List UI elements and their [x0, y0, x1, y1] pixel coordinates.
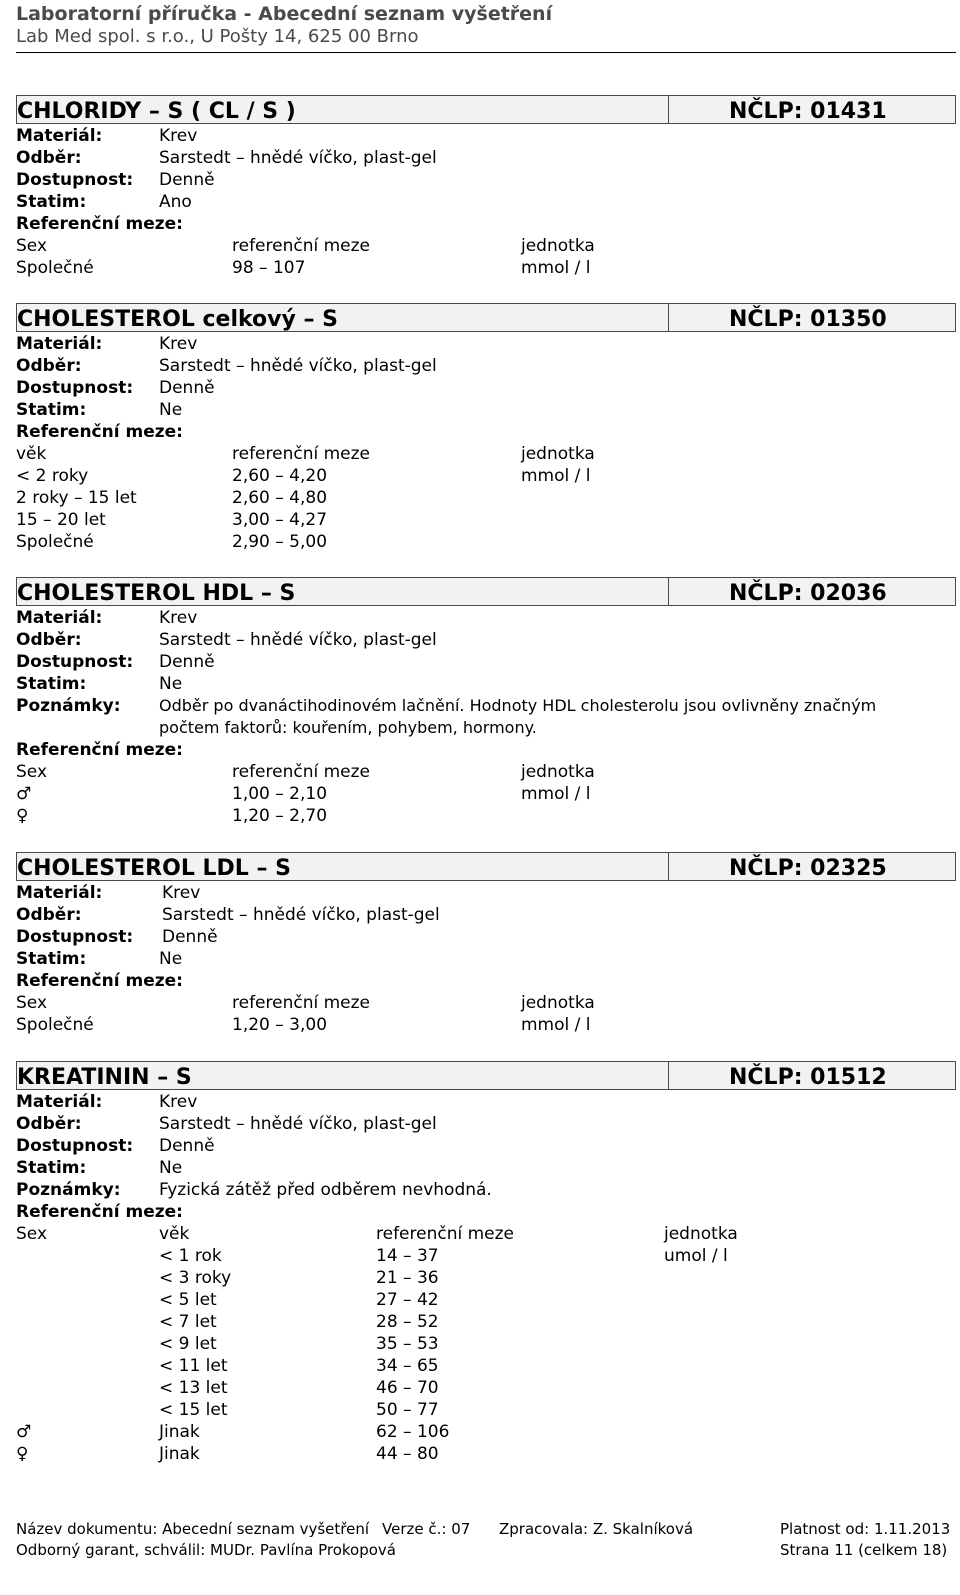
nclp-code: NČLP: 01350 — [729, 307, 887, 332]
label-referencni: Referenční meze: — [16, 214, 183, 234]
table-cell: 98 – 107 — [232, 258, 306, 278]
lab-address: Lab Med spol. s r.o., U Pošty 14, 625 00 Brno — [16, 26, 419, 47]
table-cell: 15 – 20 let — [16, 510, 106, 530]
table-cell: < 5 let — [159, 1290, 217, 1310]
label-odber: Odběr: — [16, 905, 82, 925]
table-cell: 21 – 36 — [376, 1268, 439, 1288]
label-statim: Statim: — [16, 192, 87, 212]
material-value: Krev — [159, 126, 198, 146]
table-cell: 28 – 52 — [376, 1312, 439, 1332]
label-odber: Odběr: — [16, 1114, 82, 1134]
label-odber: Odběr: — [16, 630, 82, 650]
col-header: Sex — [16, 762, 48, 782]
footer-author: Zpracovala: Z. Skalníková — [499, 1520, 694, 1538]
footer-valid-from: Platnost od: 1.11.2013 — [780, 1520, 951, 1538]
table-cell: 1,20 – 2,70 — [232, 806, 328, 826]
table-cell: < 2 roky — [16, 466, 89, 486]
title-divider — [668, 578, 669, 605]
odber-value: Sarstedt – hnědé víčko, plast-gel — [162, 905, 440, 925]
label-dostupnost: Dostupnost: — [16, 1136, 134, 1156]
col-header: věk — [16, 444, 47, 464]
dostupnost-value: Denně — [159, 378, 215, 398]
test-name: CHOLESTEROL celkový – S — [17, 307, 339, 332]
section-title-bar — [16, 577, 956, 606]
col-header: jednotka — [521, 444, 595, 464]
female-symbol: ♀ — [16, 1444, 29, 1464]
odber-value: Sarstedt – hnědé víčko, plast-gel — [159, 630, 437, 650]
col-header: Sex — [16, 993, 48, 1013]
table-cell: mmol / l — [521, 258, 591, 278]
label-dostupnost: Dostupnost: — [16, 170, 134, 190]
table-cell: < 11 let — [159, 1356, 228, 1376]
table-cell: 35 – 53 — [376, 1334, 439, 1354]
test-name: CHOLESTEROL LDL – S — [17, 856, 291, 881]
table-cell: 44 – 80 — [376, 1444, 439, 1464]
male-symbol: ♂ — [16, 784, 32, 804]
document-title: Laboratorní příručka - Abecední seznam vyšetření — [16, 3, 553, 25]
col-header: jednotka — [521, 993, 595, 1013]
nclp-code: NČLP: 01512 — [729, 1065, 887, 1090]
table-cell: 2 roky – 15 let — [16, 488, 137, 508]
col-header: referenční meze — [232, 993, 371, 1013]
material-value: Krev — [159, 334, 198, 354]
table-cell: 27 – 42 — [376, 1290, 439, 1310]
table-cell: Jinak — [159, 1444, 200, 1464]
footer-page-number: Strana 11 (celkem 18) — [780, 1541, 948, 1559]
poznamky-value-cont: počtem faktorů: kouřením, pohybem, hormony. — [159, 718, 537, 737]
col-header: Sex — [16, 1224, 48, 1244]
label-material: Materiál: — [16, 1092, 103, 1112]
section-title-bar — [16, 303, 956, 332]
dostupnost-value: Denně — [162, 927, 218, 947]
table-cell: 34 – 65 — [376, 1356, 439, 1376]
label-poznamky: Poznámky: — [16, 1180, 121, 1200]
label-statim: Statim: — [16, 1158, 87, 1178]
label-referencni: Referenční meze: — [16, 422, 183, 442]
title-divider — [668, 1062, 669, 1089]
statim-value: Ano — [159, 192, 192, 212]
section-title-bar — [16, 95, 956, 124]
nclp-code: NČLP: 02036 — [729, 581, 887, 606]
test-name: CHLORIDY – S ( CL / S ) — [17, 99, 296, 124]
table-cell: mmol / l — [521, 466, 591, 486]
title-divider — [668, 304, 669, 331]
label-material: Materiál: — [16, 334, 103, 354]
table-cell: < 1 rok — [159, 1246, 222, 1266]
section-title-bar — [16, 1061, 956, 1090]
table-cell: 14 – 37 — [376, 1246, 439, 1266]
table-cell: < 7 let — [159, 1312, 217, 1332]
material-value: Krev — [159, 608, 198, 628]
statim-value: Ne — [159, 674, 183, 694]
col-header: referenční meze — [232, 236, 371, 256]
table-cell: Společné — [16, 258, 94, 278]
material-value: Krev — [159, 1092, 198, 1112]
footer-version: Verze č.: 07 — [382, 1520, 471, 1538]
odber-value: Sarstedt – hnědé víčko, plast-gel — [159, 1114, 437, 1134]
dostupnost-value: Denně — [159, 170, 215, 190]
table-cell: 62 – 106 — [376, 1422, 450, 1442]
poznamky-value: Odběr po dvanáctihodinovém lačnění. Hodnoty HDL cholesterolu jsou ovlivněny značným — [159, 696, 877, 715]
table-cell: < 15 let — [159, 1400, 228, 1420]
col-header: jednotka — [664, 1224, 738, 1244]
label-dostupnost: Dostupnost: — [16, 378, 134, 398]
poznamky-value: Fyzická zátěž před odběrem nevhodná. — [159, 1180, 492, 1200]
col-header: jednotka — [521, 236, 595, 256]
col-header: Sex — [16, 236, 48, 256]
odber-value: Sarstedt – hnědé víčko, plast-gel — [159, 356, 437, 376]
table-cell: < 9 let — [159, 1334, 217, 1354]
table-cell: 50 – 77 — [376, 1400, 439, 1420]
label-statim: Statim: — [16, 674, 87, 694]
col-header: věk — [159, 1224, 190, 1244]
label-odber: Odběr: — [16, 148, 82, 168]
title-divider — [668, 853, 669, 880]
statim-value: Ne — [159, 400, 183, 420]
label-referencni: Referenční meze: — [16, 1202, 183, 1222]
label-referencni: Referenční meze: — [16, 971, 183, 991]
label-material: Materiál: — [16, 883, 103, 903]
table-cell: mmol / l — [521, 784, 591, 804]
footer-guarantor: Odborný garant, schválil: MUDr. Pavlína Prokopová — [16, 1541, 396, 1559]
table-cell: 3,00 – 4,27 — [232, 510, 328, 530]
dostupnost-value: Denně — [159, 1136, 215, 1156]
table-cell: 2,90 – 5,00 — [232, 532, 328, 552]
dostupnost-value: Denně — [159, 652, 215, 672]
table-cell: < 13 let — [159, 1378, 228, 1398]
page-header — [16, 0, 956, 53]
table-cell: mmol / l — [521, 1015, 591, 1035]
table-cell: 1,20 – 3,00 — [232, 1015, 328, 1035]
table-cell: Jinak — [159, 1422, 200, 1442]
label-statim: Statim: — [16, 400, 87, 420]
table-cell: 1,00 – 2,10 — [232, 784, 328, 804]
title-divider — [668, 96, 669, 123]
label-statim: Statim: — [16, 949, 87, 969]
table-cell: umol / l — [664, 1246, 728, 1266]
nclp-code: NČLP: 02325 — [729, 856, 887, 881]
col-header: jednotka — [521, 762, 595, 782]
label-poznamky: Poznámky: — [16, 696, 121, 716]
section-title-bar — [16, 852, 956, 881]
table-cell: 2,60 – 4,80 — [232, 488, 328, 508]
label-material: Materiál: — [16, 126, 103, 146]
label-referencni: Referenční meze: — [16, 740, 183, 760]
table-cell: < 3 roky — [159, 1268, 232, 1288]
male-symbol: ♂ — [16, 1422, 32, 1442]
label-odber: Odběr: — [16, 356, 82, 376]
table-cell: 46 – 70 — [376, 1378, 439, 1398]
col-header: referenční meze — [232, 762, 371, 782]
test-name: KREATININ – S — [17, 1065, 192, 1090]
col-header: referenční meze — [232, 444, 371, 464]
female-symbol: ♀ — [16, 806, 29, 826]
label-dostupnost: Dostupnost: — [16, 652, 134, 672]
nclp-code: NČLP: 01431 — [729, 99, 887, 124]
table-cell: 2,60 – 4,20 — [232, 466, 328, 486]
odber-value: Sarstedt – hnědé víčko, plast-gel — [159, 148, 437, 168]
statim-value: Ne — [159, 949, 183, 969]
test-name: CHOLESTEROL HDL – S — [17, 581, 296, 606]
label-dostupnost: Dostupnost: — [16, 927, 134, 947]
footer-doc-name: Název dokumentu: Abecední seznam vyšetření — [16, 1520, 370, 1538]
label-material: Materiál: — [16, 608, 103, 628]
col-header: referenční meze — [376, 1224, 515, 1244]
material-value: Krev — [162, 883, 201, 903]
statim-value: Ne — [159, 1158, 183, 1178]
table-cell: Společné — [16, 1015, 94, 1035]
table-cell: Společné — [16, 532, 94, 552]
